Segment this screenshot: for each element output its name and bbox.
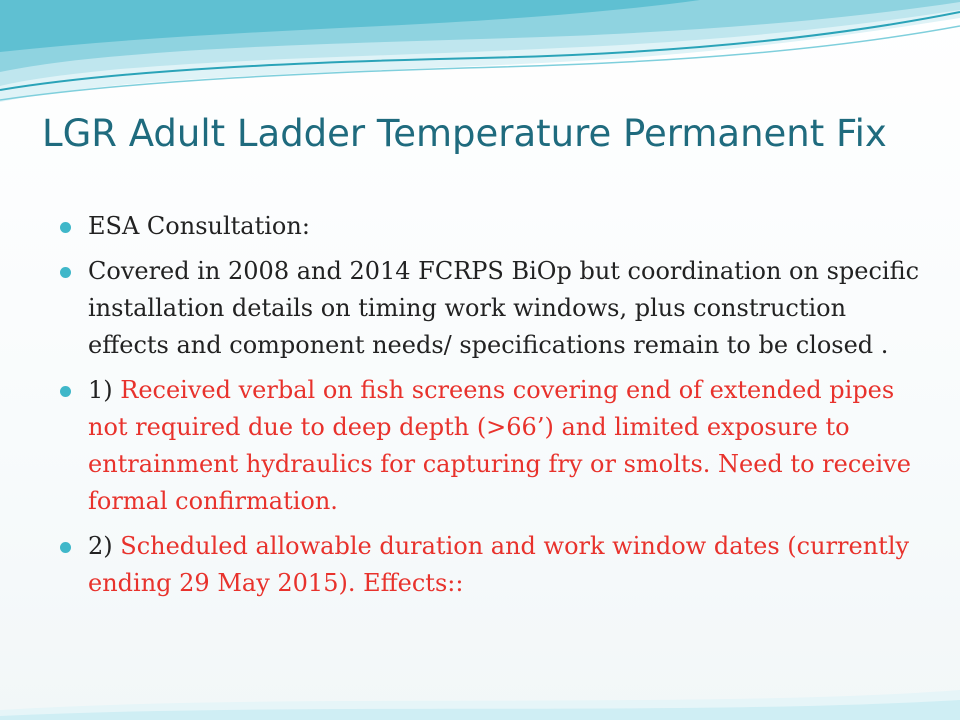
- bullet-dot-icon: [60, 542, 71, 553]
- wave-header-decoration: [0, 0, 960, 110]
- bullet-dot-icon: [60, 222, 71, 233]
- bullet-highlight-text: Received verbal on fish screens covering end of extended pipes not required due to deep depth (>66’) and limited exposure to entrainment hydraulics for capturing fry or smolts. Need to receive formal confirmation.: [88, 376, 911, 515]
- bullet-text: Covered in 2008 and 2014 FCRPS BiOp but coordination on specific installation details on timing work windows, plus construction effects and component needs/ specifications remain to be closed .: [88, 257, 920, 359]
- wave-footer-decoration: [0, 680, 960, 720]
- bullet-number: 1): [88, 376, 121, 404]
- bullet-item-fish-screens: [60, 372, 920, 520]
- slide-title: LGR Adult Ladder Temperature Permanent Fix: [42, 112, 887, 155]
- bullet-number: 2): [88, 532, 121, 560]
- bullet-item-work-window: [60, 528, 920, 602]
- bullet-list: [60, 208, 920, 610]
- bullet-text: ESA Consultation:: [88, 212, 310, 240]
- bullet-dot-icon: [60, 267, 71, 278]
- bullet-item-covered: [60, 253, 920, 364]
- bullet-item-esa-consultation: [60, 208, 920, 245]
- bullet-highlight-text: Scheduled allowable duration and work window dates (currently ending 29 May 2015). Effects::: [88, 532, 910, 597]
- bullet-dot-icon: [60, 386, 71, 397]
